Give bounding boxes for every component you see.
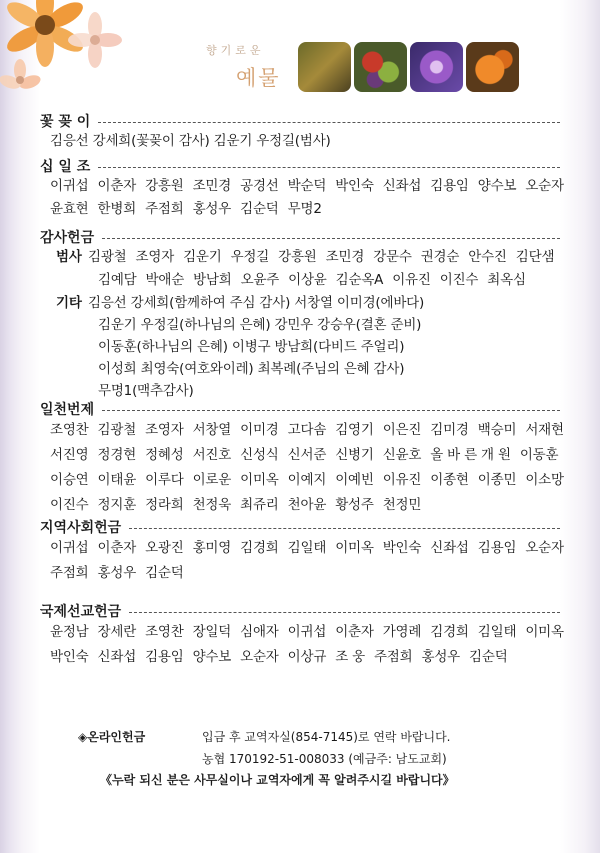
person-name: 권경순 [420, 249, 460, 265]
person-name: 홍성우 [421, 649, 461, 665]
person-name: 이예지 [287, 472, 327, 488]
person-name: 황성주 [335, 497, 374, 513]
person-name: 강흥원 [145, 178, 184, 194]
person-name: 이귀섭 [50, 178, 89, 194]
person-name: 신좌섭 [97, 649, 137, 665]
flower-decoration-icon [0, 0, 140, 110]
header-title: 예물 [236, 66, 281, 90]
person-name: 윤정남 [50, 624, 89, 640]
person-name: 신서준 [287, 447, 327, 463]
person-name: 올 바 른 개 원 [430, 447, 511, 463]
person-name: 홍성우 [97, 565, 137, 581]
person-name: 정라희 [145, 497, 184, 513]
orchid-image-icon [410, 42, 463, 92]
person-name: 이춘자 [97, 540, 137, 556]
person-name: 주점희 [373, 649, 413, 665]
person-name: 강문수 [373, 249, 412, 265]
person-name: 이진수 [439, 272, 479, 288]
bank-account: 농협 170192-51-008033 (예금주: 남도교회) [202, 752, 447, 766]
person-name: 이상규 [287, 649, 327, 665]
person-name: 이소망 [525, 472, 564, 488]
person-name: 박인숙 [50, 649, 89, 665]
dashed-divider [129, 528, 560, 529]
person-name: 김순덕 [469, 649, 508, 665]
person-name: 홍성우 [192, 201, 232, 217]
person-name: 김영기 [335, 422, 374, 438]
name-line [40, 269, 560, 292]
section-firstthousand [40, 400, 564, 518]
section-community [40, 518, 564, 586]
text-line: 김응선 강세희(함께하여 주심 감사) 서창열 이미경(에바다) [88, 295, 425, 311]
person-name: 이상윤 [288, 272, 327, 288]
person-name: 신윤호 [382, 447, 422, 463]
person-name: 양수보 [192, 649, 232, 665]
name-line [40, 493, 560, 518]
person-name: 조영찬 [50, 422, 89, 438]
person-name: 최옥심 [487, 272, 526, 288]
dashed-divider [98, 122, 560, 123]
person-name: 이동훈 [519, 447, 559, 463]
person-name: 서진영 [50, 447, 89, 463]
person-name: 우정길 [230, 249, 270, 265]
text-line: 이동훈(하나님의 은혜) 이병구 방남희(다비드 주얼리) [98, 339, 405, 355]
person-name: 이유진 [392, 272, 431, 288]
name-line [88, 249, 563, 265]
text-line: 김운기 우정길(하나님의 은혜) 강민우 강승우(결혼 준비) [98, 317, 422, 333]
person-name: 이미옥 [335, 540, 374, 556]
name-line [40, 561, 560, 586]
person-name: 한병희 [97, 201, 137, 217]
person-name: 양수보 [477, 178, 517, 194]
person-name: 조영자 [145, 422, 184, 438]
person-name: 이예빈 [335, 472, 374, 488]
pumpkin-image-icon [466, 42, 519, 92]
person-name: 홍미영 [192, 540, 232, 556]
person-name: 조영찬 [145, 624, 184, 640]
contact-info: 입금 후 교역자실(854-7145)로 연락 바랍니다. [202, 730, 451, 744]
person-name: 주점희 [145, 201, 184, 217]
person-name: 이춘자 [97, 178, 137, 194]
person-name: 신좌섭 [430, 540, 469, 556]
person-name: 이미옥 [525, 624, 564, 640]
person-name: 천아윤 [287, 497, 327, 513]
person-name: 김순덕 [240, 201, 279, 217]
person-name: 조민경 [325, 249, 365, 265]
person-name: 조 웅 [335, 649, 365, 665]
person-name: 이종민 [477, 472, 517, 488]
person-name: 김순옥A [335, 272, 384, 288]
name-line [40, 175, 564, 198]
person-name: 김광철 [88, 249, 127, 265]
dashed-divider [102, 238, 560, 239]
person-name: 서재현 [525, 422, 564, 438]
person-name: 이미옥 [240, 472, 279, 488]
person-name: 박인숙 [335, 178, 374, 194]
person-name: 공경선 [240, 178, 279, 194]
label-other: 기타 [56, 295, 82, 311]
person-name: 김경희 [240, 540, 279, 556]
person-name: 김예담 [98, 272, 137, 288]
name-line [40, 536, 564, 561]
person-name: 윤효현 [50, 201, 89, 217]
person-name: 정경현 [97, 447, 137, 463]
section-heading: 감사헌금 [40, 230, 95, 246]
person-name: 오순자 [525, 178, 564, 194]
list-line: 김응선 강세희(꽃꽂이 감사) 김운기 우정길(범사) [50, 133, 331, 149]
person-name: 조영자 [135, 249, 175, 265]
header-subtitle: 향기로운 [206, 44, 265, 57]
person-name: 김미경 [430, 422, 469, 438]
notice: 《누락 되신 분은 사무실이나 교역자에게 꼭 알려주시길 바랍니다》 [100, 773, 455, 787]
section-thanks [40, 228, 560, 402]
text-line: 이성희 최영숙(여호와이레) 최복례(주님의 은혜 감사) [98, 361, 405, 377]
person-name: 이종현 [430, 472, 469, 488]
person-name: 신성식 [240, 447, 279, 463]
person-name: 심애자 [240, 624, 279, 640]
section-heading: 국제선교헌금 [40, 604, 122, 620]
person-name: 이미경 [240, 422, 279, 438]
section-heading: 일천번제 [40, 402, 95, 418]
person-name: 오순자 [525, 540, 564, 556]
label-general: 범사 [56, 249, 82, 265]
person-name: 이귀섭 [287, 624, 327, 640]
person-name: 김광철 [97, 422, 137, 438]
person-name: 김용임 [145, 649, 184, 665]
person-name: 주점희 [50, 565, 89, 581]
person-name: 안수진 [468, 249, 507, 265]
person-name: 고다솜 [287, 422, 327, 438]
name-line [40, 418, 564, 443]
person-name: 오순자 [240, 649, 279, 665]
person-name: 천정욱 [192, 497, 232, 513]
person-name: 이로운 [192, 472, 232, 488]
person-name: 가영례 [382, 624, 422, 640]
person-name: 백승미 [477, 422, 517, 438]
person-name: 조민경 [192, 178, 232, 194]
person-name: 장일덕 [192, 624, 232, 640]
dashed-divider [129, 612, 560, 613]
person-name: 신병기 [335, 447, 374, 463]
person-name: 오광진 [145, 540, 184, 556]
section-flower [40, 112, 560, 153]
dashed-divider [98, 167, 560, 168]
person-name: 김용임 [477, 540, 517, 556]
person-name: 박순덕 [287, 178, 327, 194]
person-name: 최쥬리 [240, 497, 279, 513]
person-name: 신좌섭 [382, 178, 422, 194]
person-name: 김운기 [183, 249, 222, 265]
dashed-divider [102, 410, 560, 411]
person-name: 오윤주 [240, 272, 280, 288]
person-name: 정혜성 [145, 447, 184, 463]
person-name: 박애순 [145, 272, 185, 288]
person-name: 김경희 [430, 624, 469, 640]
person-name: 김순덕 [145, 565, 184, 581]
person-name: 박인숙 [382, 540, 422, 556]
person-name: 정지훈 [97, 497, 137, 513]
online-offering-label: ◈온라인헌금 [78, 730, 146, 744]
person-name: 김용임 [430, 178, 469, 194]
person-name: 김일태 [477, 624, 517, 640]
person-name: 무명2 [287, 201, 322, 217]
person-name: 서창열 [192, 422, 232, 438]
person-name: 김일태 [287, 540, 327, 556]
person-name: 이춘자 [335, 624, 374, 640]
person-name: 김단샘 [515, 249, 555, 265]
name-line [40, 468, 564, 493]
text-line: 무명1(맥추감사) [98, 383, 194, 399]
person-name: 이은진 [382, 422, 422, 438]
person-name: 강흥원 [278, 249, 317, 265]
person-name: 천정민 [382, 497, 422, 513]
person-name: 이태윤 [97, 472, 137, 488]
wheat-image-icon [298, 42, 351, 92]
section-heading: 지역사회헌금 [40, 520, 122, 536]
name-line [40, 645, 560, 670]
person-name: 서진호 [192, 447, 232, 463]
name-line [40, 443, 560, 468]
person-name: 이루다 [145, 472, 184, 488]
person-name: 이승연 [50, 472, 89, 488]
person-name: 이귀섭 [50, 540, 89, 556]
section-tithe [40, 157, 564, 221]
person-name: 이유진 [382, 472, 422, 488]
section-heading: 꽃 꽂 이 [40, 114, 91, 130]
person-name: 이진수 [50, 497, 89, 513]
person-name: 장세란 [97, 624, 137, 640]
section-heading: 십 일 조 [40, 159, 91, 175]
section-mission [40, 602, 564, 670]
person-name: 방남희 [193, 272, 232, 288]
fruit-image-icon [354, 42, 407, 92]
name-line [40, 620, 564, 645]
name-line [40, 198, 560, 221]
